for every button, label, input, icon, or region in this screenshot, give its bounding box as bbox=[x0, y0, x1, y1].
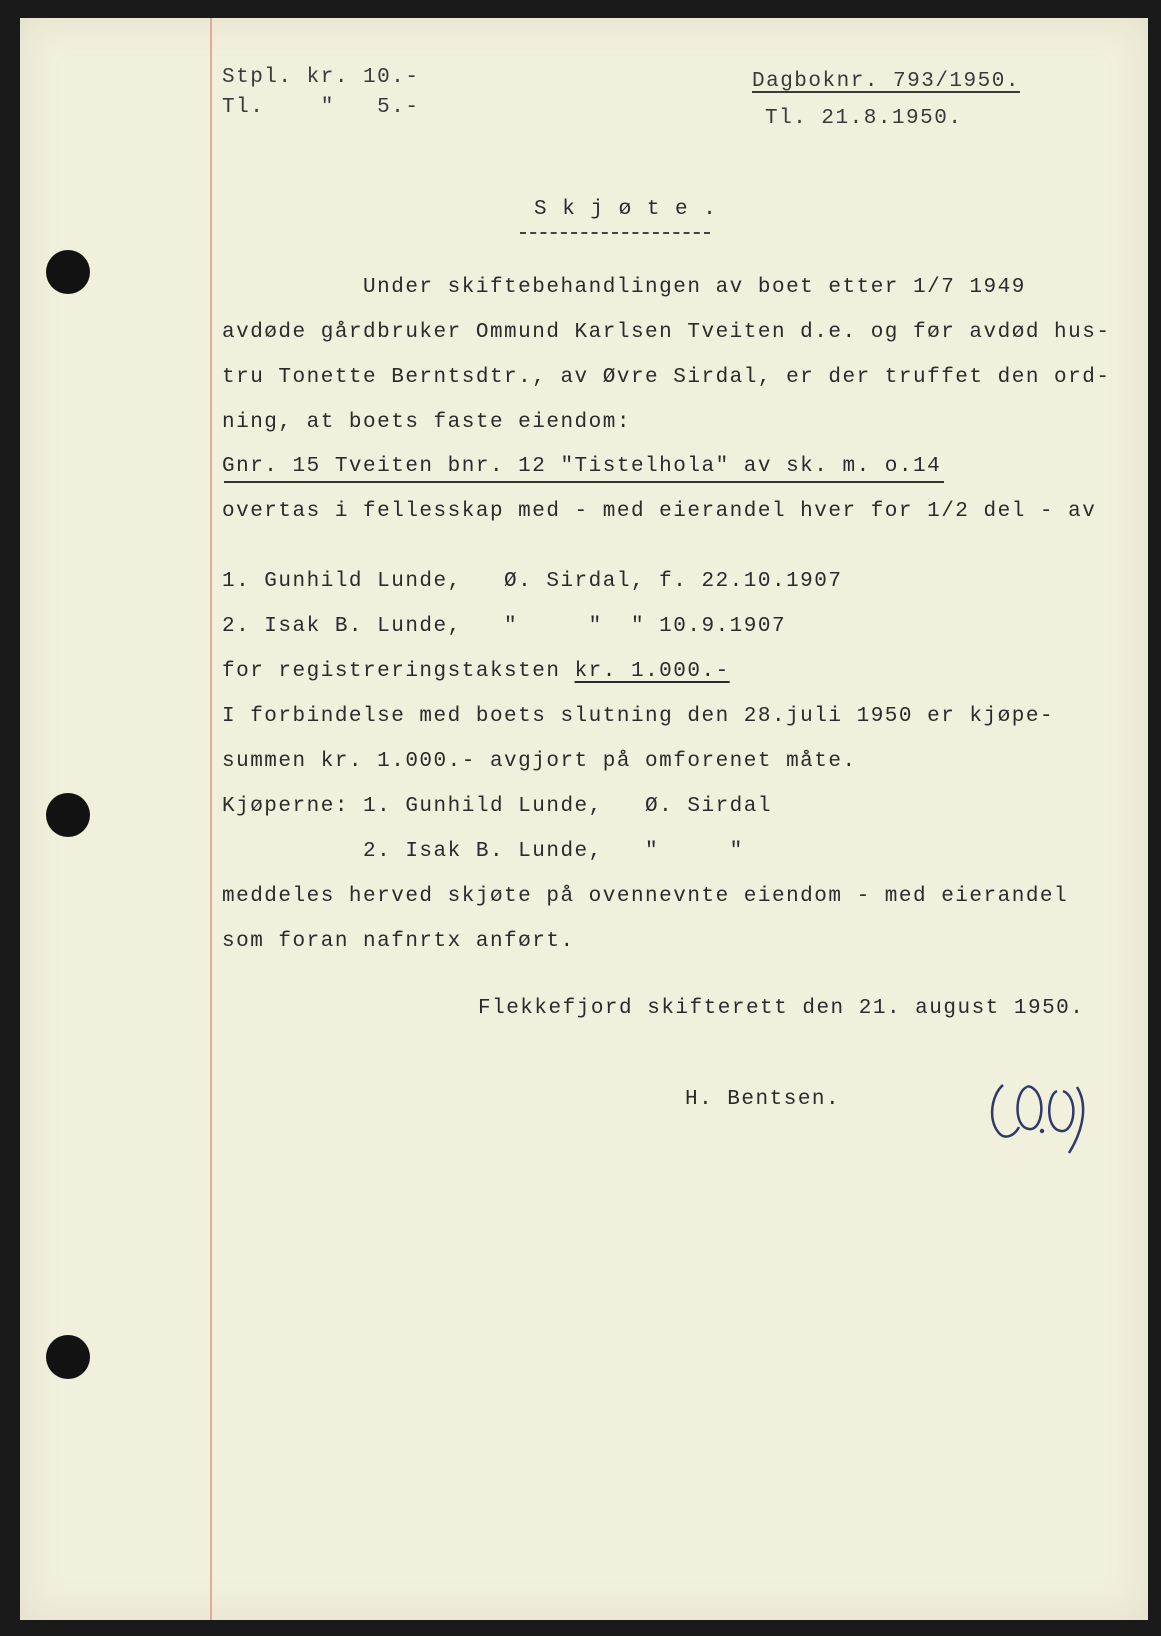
signature-name: H. Bentsen. bbox=[685, 1088, 841, 1111]
settlement-line-2: summen kr. 1.000.- avgjort på omforenet måte. bbox=[222, 750, 857, 773]
title-underline bbox=[520, 232, 710, 234]
buyer-1-line: 1. Gunhild Lunde, Ø. Sirdal, f. 22.10.1907 bbox=[222, 570, 843, 593]
journal-number: Dagboknr. 793/1950. bbox=[752, 70, 1020, 93]
document-page bbox=[20, 18, 1148, 1620]
buyers-line-1: Kjøperne: 1. Gunhild Lunde, Ø. Sirdal bbox=[222, 795, 772, 818]
handwritten-initials bbox=[985, 1065, 1095, 1155]
overtas-line: overtas i fellesskap med - med eierandel hver for 1/2 del - av bbox=[222, 500, 1097, 523]
settlement-line-1: I forbindelse med boets slutning den 28.juli 1950 er kjøpe- bbox=[222, 705, 1055, 728]
body-line-1: Under skiftebehandlingen av boet etter 1/7 1949 bbox=[222, 276, 1026, 299]
property-designation: Gnr. 15 Tveiten bnr. 12 "Tistelhola" av sk. m. o.14 bbox=[222, 455, 942, 478]
punch-hole-middle bbox=[46, 793, 90, 837]
margin-rule bbox=[210, 18, 212, 1620]
punch-hole-top bbox=[46, 250, 90, 294]
registration-tax-line bbox=[222, 660, 730, 683]
document-title: S k j ø t e . bbox=[534, 198, 718, 221]
body-line-2: avdøde gårdbruker Ommund Karlsen Tveiten d.e. og før avdød hus- bbox=[222, 321, 1111, 344]
property-underline bbox=[224, 481, 944, 483]
stamp-fee-line1: Stpl. kr. 10.- bbox=[222, 66, 420, 89]
place-and-date: Flekkefjord skifterett den 21. august 1950. bbox=[478, 997, 1085, 1020]
buyers-line-2: 2. Isak B. Lunde, " " bbox=[222, 840, 744, 863]
body-line-4: ning, at boets faste eiendom: bbox=[222, 411, 631, 434]
body-line-3: tru Tonette Berntsdtr., av Øvre Sirdal, er der truffet den ord- bbox=[222, 366, 1111, 389]
journal-date: Tl. 21.8.1950. bbox=[765, 107, 963, 130]
buyer-2-line: 2. Isak B. Lunde, " " " 10.9.1907 bbox=[222, 615, 787, 638]
stamp-fee-line2: Tl. " 5.- bbox=[222, 96, 420, 119]
tax-label: for registreringstaksten bbox=[222, 660, 575, 683]
tax-amount: kr. 1.000.- bbox=[574, 660, 730, 683]
grant-line-2: som foran nafnrtx anført. bbox=[222, 930, 575, 953]
punch-hole-bottom bbox=[46, 1335, 90, 1379]
grant-line-1: meddeles herved skjøte på ovennevnte eiendom - med eierandel bbox=[222, 885, 1069, 908]
